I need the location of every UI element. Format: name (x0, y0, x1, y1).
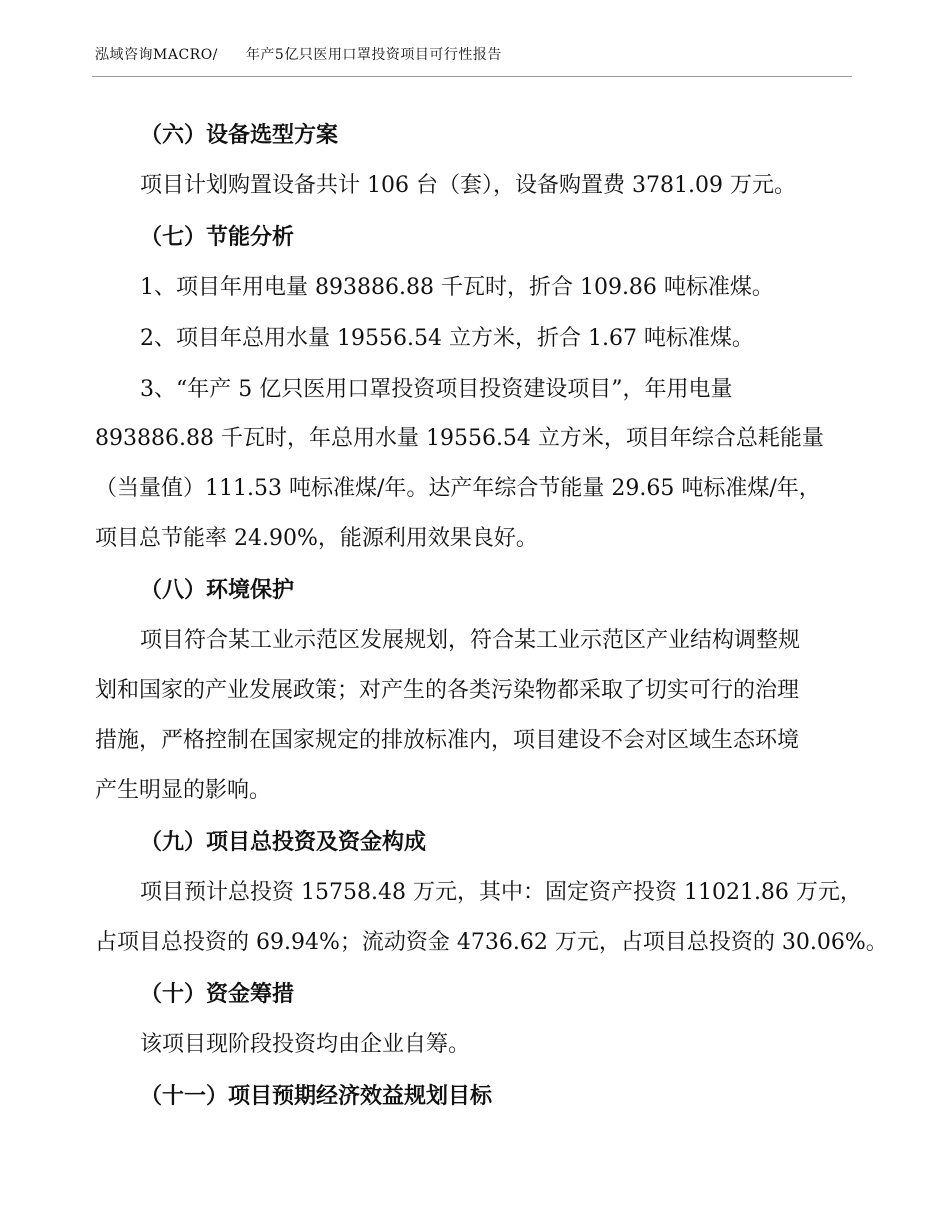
section-10-paragraph: 该项目现阶段投资均由企业自筹。 (140, 1032, 471, 1057)
header-doc-title: 年产5亿只医用口罩投资项目可行性报告 (245, 47, 502, 63)
section-6-heading: （六）设备选型方案 (140, 122, 339, 148)
section-8-line-2: 划和国家的产业发展政策；对产生的各类污染物都采取了切实可行的治理 (95, 678, 800, 703)
section-8-line-1: 项目符合某工业示范区发展规划，符合某工业示范区产业结构调整规 (140, 628, 801, 653)
section-7-heading: （七）节能分析 (140, 224, 295, 250)
section-7-item-2: 2、项目年总用水量 19556.54 立方米，折合 1.67 吨标准煤。 (140, 326, 754, 351)
section-9-heading: （九）项目总投资及资金构成 (140, 829, 427, 855)
page-header (95, 44, 502, 64)
section-6-paragraph: 项目计划购置设备共计 106 台（套），设备购置费 3781.09 万元。 (140, 173, 796, 198)
section-9-line-1: 项目预计总投资 15758.48 万元，其中：固定资产投资 11021.86 万元， (140, 880, 862, 905)
section-7-item-3-line-3: （当量值）111.53 吨标准煤/年。达产年综合节能量 29.65 吨标准煤/年， (95, 476, 821, 501)
header-company: 泓域咨询MACRO/ (95, 47, 218, 63)
header-divider (92, 76, 852, 77)
section-9-line-2: 占项目总投资的 69.94%；流动资金 4736.62 万元，占项目总投资的 30.06%。 (95, 930, 888, 955)
section-7-item-3-line-4: 项目总节能率 24.90%，能源利用效果良好。 (95, 526, 538, 551)
section-7-item-3-line-2: 893886.88 千瓦时，年总用水量 19556.54 立方米，项目年综合总耗能量 (95, 426, 824, 451)
section-10-heading: （十）资金筹措 (140, 981, 295, 1007)
section-7-item-3-line-1: 3、“年产 5 亿只医用口罩投资项目投资建设项目”，年用电量 (140, 377, 733, 402)
section-8-line-3: 措施，严格控制在国家规定的排放标准内，项目建设不会对区域生态环境 (95, 728, 800, 753)
section-11-heading: （十一）项目预期经济效益规划目标 (140, 1083, 493, 1109)
section-7-item-1: 1、项目年用电量 893886.88 千瓦时，折合 109.86 吨标准煤。 (140, 275, 774, 300)
section-8-line-4: 产生明显的影响。 (95, 778, 272, 803)
section-8-heading: （八）环境保护 (140, 577, 295, 603)
